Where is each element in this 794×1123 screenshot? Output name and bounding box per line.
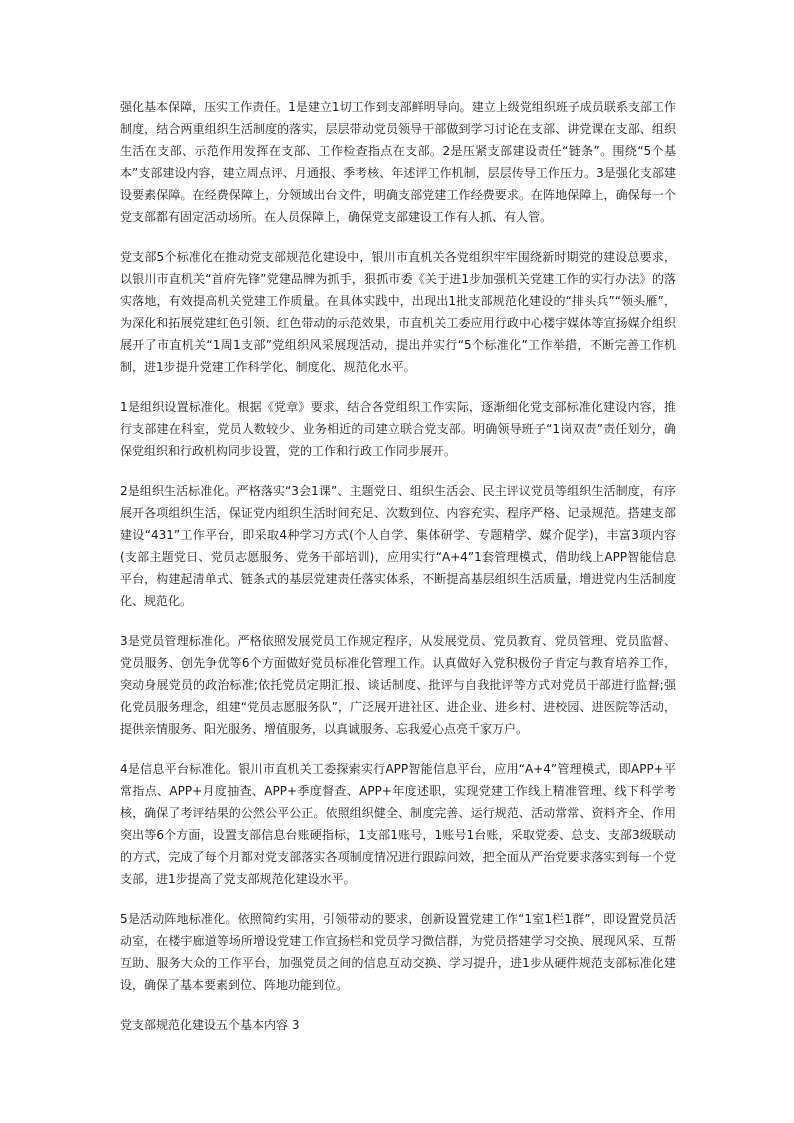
paragraph-member-management: 3是党员管理标准化。严格依照发展党员工作规定程序，从发展党员、党员教育、党员管理、党员监督、党员服务、创先争优等6个方面做好党员标准化管理工作。认真做好入党积极份子肯定与教育培养工作，突动身展党员的政治标准;依托党员定期汇报、谈话制度、批评与自我批评等方式对党员干部进行监督;强化党员服务理念，组建“党员志愿服务队”，广泛展开进社区、进企业、进乡村、进校园、进医院等活动，提供亲情服务、阳光服务、增值服务，以真诚服务、忘我爱心点亮千家万户。 bbox=[120, 634, 676, 736]
paragraph-info-platform: 4是信息平台标准化。银川市直机关工委探索实行APP智能信息平台，应用“A+4”管理模式，即APP+平常指点、APP+月度抽查、APP+季度督查、APP+年度述职，实现党建工作线上精准管理、线下科学考核，确保了考评结果的公然公平公正。依照组织健全、制度完善、运行规范、活动常常、资料齐全、作用突出等6个方面，设置支部信息台账硬指标，1支部1账号，1账号1台账，采取党委、总支、支部3级联动的方式，完成了每个月都对党支部落实各项制度情况进行跟踪问效，把全面从严治党要求落实到每一个党支部，进1步提高了党支部规范化建设水平。 bbox=[120, 762, 676, 886]
paragraph-basic-guarantee: 强化基本保障，压实工作责任。1是建立1切工作到支部鲜明导向。建立上级党组织班子成员联系支部工作制度，结合两重组织生活制度的落实，层层带动党员领导干部做到学习讨论在支部、讲党课在支部、组织生活在支部、示范作用发挥在支部、工作检查指点在支部。2是压紧支部建设责任“链条”。围绕“5个基本”支部建设内容，建立周点评、月通报、季考核、年述评工作机制，层层传导工作压力。3是强化支部建设要素保障。在经费保障上，分领域出台文件，明确支部党建工作经费要求。在阵地保障上，确保每一个党支部都有固定活动场所。在人员保障上，确保党支部建设工作有人抓、有人管。 bbox=[120, 100, 676, 224]
paragraph-five-standardizations-intro: 党支部5个标准化在推动党支部规范化建设中，银川市直机关各党组织牢牢围绕新时期党的建设总要求，以银川市直机关“首府先锋”党建品牌为抓手，狠抓市委《关于进1步加强机关党建工作的实行办法》的落实落地，有效提高机关党建工作质量。在具体实践中，出现出1批支部规范化建设的“排头兵”“领头雁”，为深化和拓展党建红色引领、红色带动的示范效果，市直机关工委应用行政中心楼宇媒体等宣扬媒介组织展开了市直机关“1周1支部”党组织风采展现活动，提出并实行“5个标准化”工作举措，不断完善工作机制，进1步提升党建工作科学化、制度化、规范化水平。 bbox=[120, 250, 676, 374]
document-body bbox=[120, 96, 676, 1036]
paragraph-organization-setup: 1是组织设置标准化。根据《党章》要求，结合各党组织工作实际，逐渐细化党支部标准化建设内容，推行支部建在科室，党员人数较少、业务相近的司建立联合党支部。明确领导班子“1岗双责”责任划分，确保党组织和行政机构同步设置，党的工作和行政工作同步展开。 bbox=[120, 400, 676, 458]
paragraph-activity-venue: 5是活动阵地标准化。依照简约实用，引领带动的要求，创新设置党建工作“1室1栏1群”，即设置党员活动室，在楼宇廊道等场所增设党建工作宣扬栏和党员学习微信群，为党员搭建学习交换、展现风采、互帮互助、服务大众的工作平台，加强党员之间的信息互动交换、学习提升，进1步从硬件规范支部标准化建设，确保了基本要素到位、阵地功能到位。 bbox=[120, 912, 676, 992]
paragraph-organization-life: 2是组织生活标准化。严格落实“3会1课”、主题党日、组织生活会、民主评议党员等组织生活制度，有序展开各项组织生活，保证党内组织生活时间充足、次数到位、内容充实、程序严格、记录规范。搭建支部建设“431”工作平台，即采取4种学习方式(个人自学、集体研学、专题精学、媒介促学)，丰富3项内容(支部主题党日、党员志愿服务、党务干部培训)，应用实行“A+4”1套管理模式，借助线上APP智能信息平台，构建起清单式、链条式的基层党建责任落实体系，不断提高基层组织生活质量，增进党内生活制度化、规范化。 bbox=[120, 484, 676, 608]
paragraph-footer-title: 党支部规范化建设五个基本内容 3 bbox=[120, 1018, 300, 1032]
